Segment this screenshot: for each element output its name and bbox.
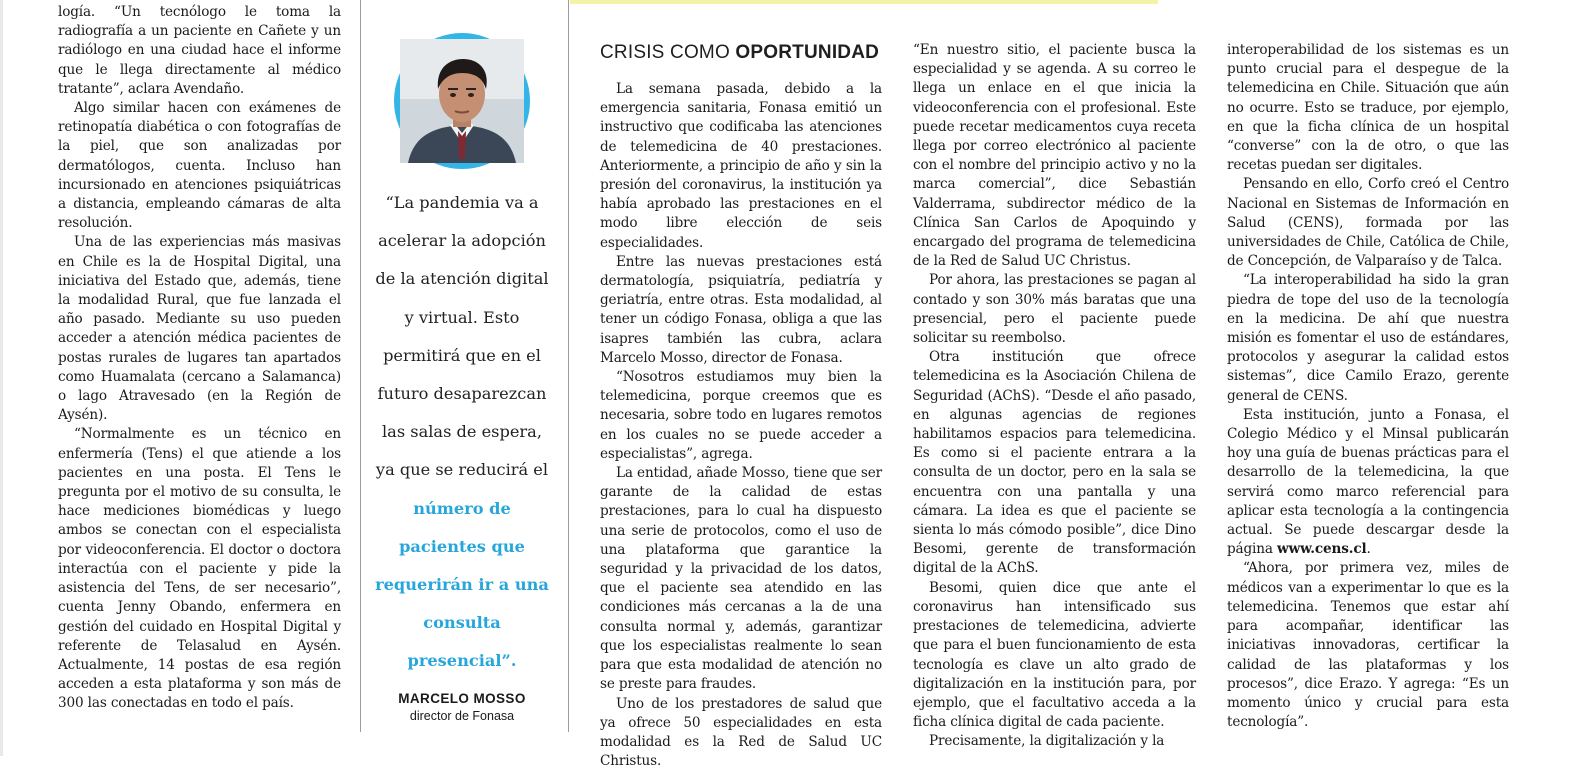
byline-role: director de Fonasa	[372, 708, 552, 725]
person-portrait-icon	[400, 39, 524, 163]
section-heading	[600, 41, 882, 65]
pull-quote-highlight: número de pacientes que requerirán ir a una consulta presencial”.	[375, 499, 549, 671]
article-column-2	[600, 41, 882, 771]
paragraph: Algo similar hacen con exámenes de retinopatía diabética o con fotografías de la piel, que son analizadas por dermatólogos, cuenta. Incluso han incursionado en atenciones psiquiátricas a distancia, empleando cámaras de alta resolución.	[58, 99, 341, 233]
paragraph: Besomi, quien dice que ante el coronavirus han intensificado sus prestaciones de telemedicina, advierte que para el buen funcionamiento de esta tecnología es clave un alto grado de digitalización en la institución para, por ejemplo, que el facultativo acceda a la ficha clínica digital de cada paciente.	[913, 579, 1196, 733]
paragraph: “En nuestro sitio, el paciente busca la especialidad y se agenda. A su correo le llega un enlace en el que inicia la videoconferencia con el profesional. Este puede recetar medicamentos cuya receta llega por correo electrónico al paciente con el nombre del principio activo y no la marca comercial”, dice Sebastián Valderrama, subdirector médico de la Clínica San Carlos de Apoquindo y encargado del programa de telemedicina de la Red de Salud UC Christus.	[913, 41, 1196, 271]
web-address-link[interactable]: www.cens.cl	[1277, 541, 1366, 557]
paragraph: Precisamente, la digitalización y la	[913, 732, 1196, 751]
paragraph: “Ahora, por primera vez, miles de médicos van a experimentar lo que es la telemedicina. Tenemos que estar ahí para acompañar, identificar las iniciativas innovadoras, certificar la calidad de las plataformas y los procesos”, dice Erazo. Y agrega: “Es un momento único y crucial para esta tecnología”.	[1227, 559, 1509, 732]
article-column-3	[913, 41, 1196, 752]
article-column-1	[58, 3, 341, 714]
paragraph: Uno de los prestadores de salud que ya ofrece 50 especialidades en esta modalidad es la Red de Salud UC Christus.	[600, 695, 882, 771]
paragraph: Pensando en ello, Corfo creó el Centro Nacional en Sistemas de Información en Salud (CENS), formada por las universidades de Chile, Católica de Chile, de Concepción, de Valparaíso y de Talca.	[1227, 175, 1509, 271]
paragraph: Otra institución que ofrece telemedicina es la Asociación Chilena de Seguridad (AChS). “Desde el año pasado, en algunas agencias de regiones habilitamos espacios para telemedicina. Es como si el paciente entrara a la consulta de un doctor, pero en la sala se encuentra con una pantalla y una cámara. La idea es que el paciente se sienta lo más cómodo posible”, dice Dino Besomi, gerente de transformación digital de la AChS.	[913, 348, 1196, 578]
paragraph: La semana pasada, debido a la emergencia sanitaria, Fonasa emitió un instructivo que codificaba las atenciones de telemedicina de 40 prestaciones. Anteriormente, a principio de año y sin la presión del coronavirus, la institución ya había aprobado las prestaciones en el modo libre elección de seis especialidades.	[600, 80, 882, 253]
paragraph-end: .	[1366, 541, 1370, 557]
column-divider-left	[360, 0, 361, 732]
pull-quote	[372, 184, 552, 681]
top-highlight-strip	[570, 0, 1158, 4]
portrait-photo	[394, 33, 530, 169]
paragraph	[1227, 406, 1509, 560]
paragraph: Una de las experiencias más masivas en Chile es la de Hospital Digital, una iniciativa del Estado que, además, tiene la modalidad Rural, que fue lanzada el año pasado. Mediante su uso pueden acceder a atención médica pacientes de postas rurales de lugares tan apartados como Huamalata (cercano a Salamanca) o lago Atravesado (en la Región de Aysén).	[58, 233, 341, 425]
section-heading-strong: OPORTUNIDAD	[735, 42, 879, 63]
paragraph: “Nosotros estudiamos muy bien la telemedicina, porque creemos que es necesaria, sobre todo en lugares remotos en los cuales no se puede acceder a especialistas”, agrega.	[600, 368, 882, 464]
paragraph: Por ahora, las prestaciones se pagan al contado y son 30% más baratas que una presencial, pero el paciente puede solicitar su reembolso.	[913, 271, 1196, 348]
paragraph: “La interoperabilidad ha sido la gran piedra de tope del uso de la tecnología en la medicina. De ahí que nuestra misión es fomentar el uso de estándares, protocolos y asegurar la calidad estos sistemas”, dice Camilo Erazo, gerente general de CENS.	[1227, 271, 1509, 405]
paragraph: interoperabilidad de los sistemas es un punto crucial para el despegue de la telemedicina en Chile. Situación que aún no ocurre. Esto se traduce, por ejemplo, en que la ficha clínica de un hospital “converse” con la de otro, o que las recetas puedan ser digitales.	[1227, 41, 1509, 175]
paragraph: La entidad, añade Mosso, tiene que ser garante de la calidad de estas prestaciones, para lo cual ha dispuesto una serie de protocolos, como el uso de una plataforma que garantice la seguridad y la privacidad de los datos, que el paciente sea atendido en las condiciones más cercanas a la de una consulta normal y, además, garantizar que los especialistas realmente lo sean para que esta modalidad de atención no se preste para fraudes.	[600, 464, 882, 694]
paragraph: “Normalmente es un técnico en enfermería (Tens) el que atiende a los pacientes en una posta. El Tens le pregunta por el motivo de su consulta, le hace mediciones biomédicas y luego ambos se conectan con el especialista por videoconferencia. El doctor o doctora interactúa con el paciente y pide la asistencia del Tens, de ser necesario”, cuenta Jenny Obando, enfermera en gestión del cuidado en Hospital Digital y referente de Telasalud en Aysén. Actualmente, 14 postas de esa región acceden a esta plataforma y son más de 300 las conectadas en todo el país.	[58, 425, 341, 713]
article-column-4	[1227, 41, 1509, 732]
paragraph: logía. “Un tecnólogo le toma la radiografía a un paciente en Cañete y un radiólogo en una ciudad hace el informe que le llega directamente al médico tratante”, aclara Avendaño.	[58, 3, 341, 99]
byline-name: MARCELO MOSSO	[372, 690, 552, 708]
byline	[372, 690, 552, 725]
pull-quote-text: “La pandemia va a acelerar la adopción de la atención digital y virtual. Esto permitirá que en el futuro desaparezcan las salas de espera, ya que se reducirá el	[375, 193, 548, 479]
paragraph-text: Esta institución, junto a Fonasa, el Colegio Médico y el Minsal publicarán hoy una guía de buenas prácticas para el desarrollo de la telemedicina, la que servirá como marco referencial para aplicar esta tecnología a la contingencia actual. Se puede descargar desde la página	[1227, 407, 1509, 557]
page-edge	[0, 0, 3, 756]
section-heading-plain: CRISIS COMO	[600, 42, 735, 63]
column-divider-right	[568, 0, 569, 732]
paragraph: Entre las nuevas prestaciones está dermatología, psiquiatría, pediatría y geriatría, entre otras. Esta modalidad, al tener un código Fonasa, obliga a que las isapres también las cubra, aclara Marcelo Mosso, director de Fonasa.	[600, 253, 882, 368]
